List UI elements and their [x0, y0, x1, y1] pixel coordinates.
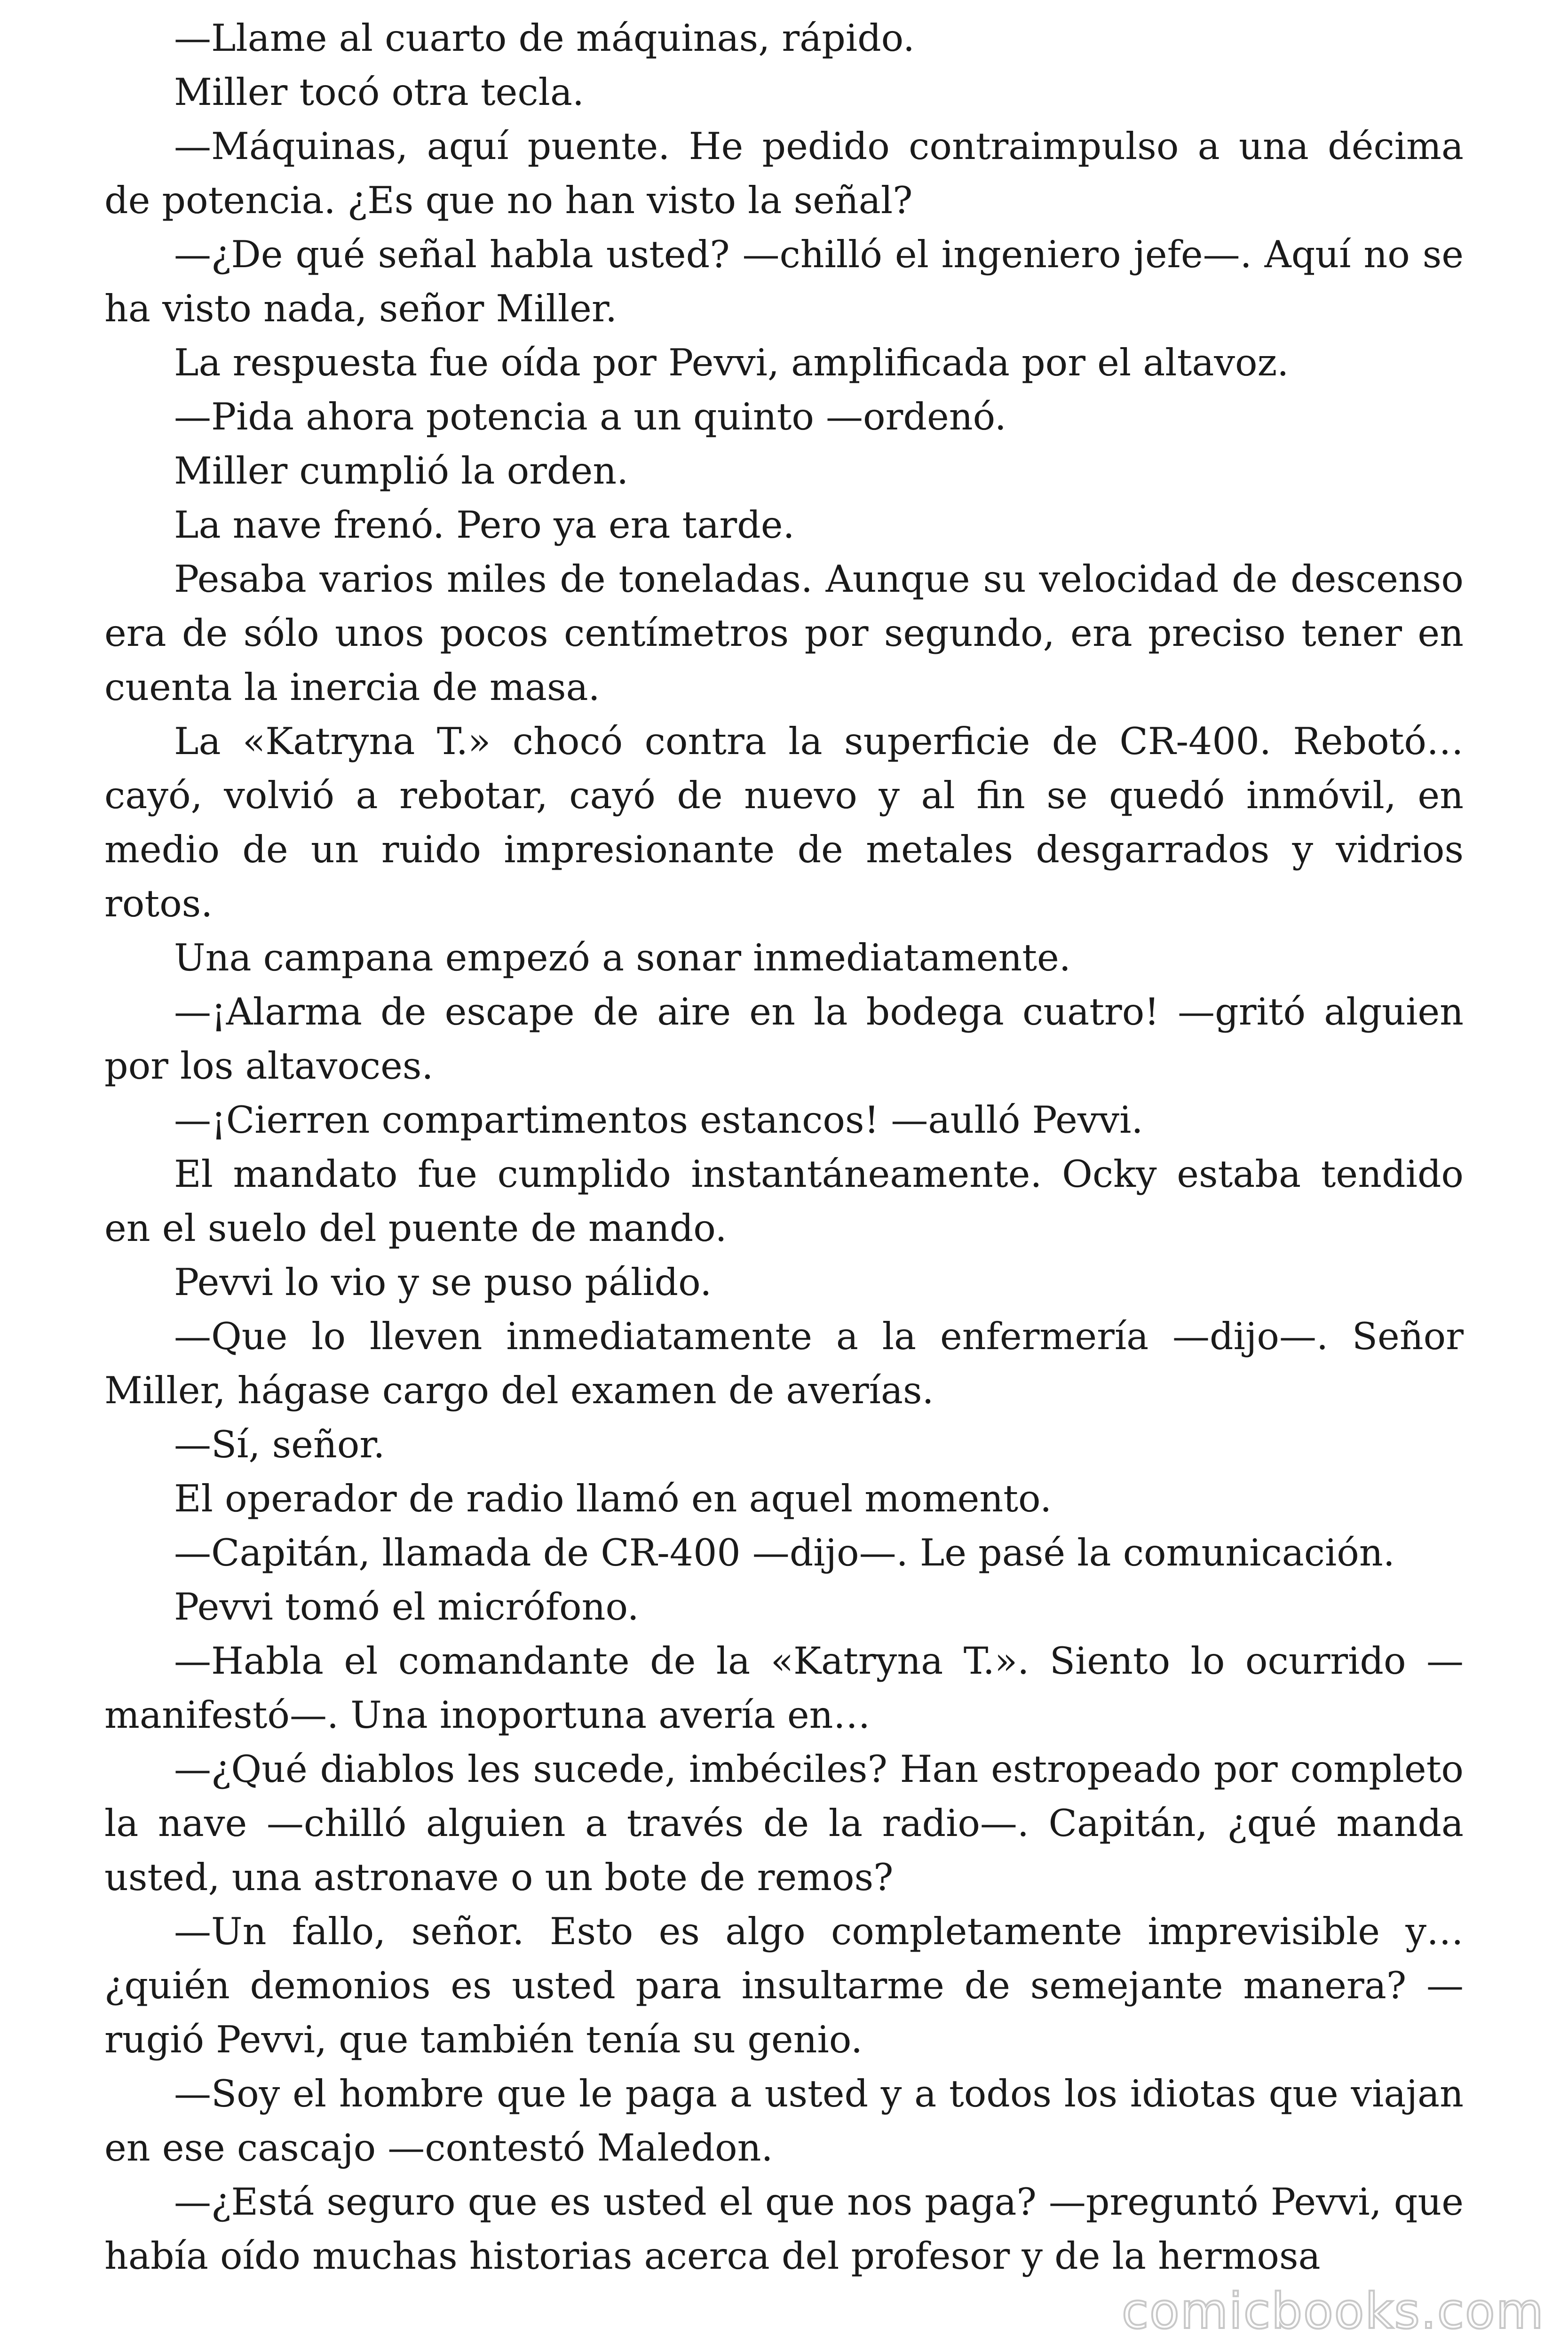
body-text [104, 11, 1464, 2283]
paragraph-7: Miller cumplió la orden. [174, 449, 629, 493]
paragraph-4: —¿De qué señal habla usted? —chilló el ingeniero jefe—. Aquí no se ha visto nada, señor Miller. [104, 233, 1464, 330]
paragraph-20: Pevvi tomó el micrófono. [174, 1585, 639, 1629]
paragraph-21: —Habla el comandante de la «Katryna T.». Siento lo ocurrido —manifestó—. Una inoportuna avería en… [104, 1639, 1464, 1737]
paragraph-22: —¿Qué diablos les sucede, imbéciles? Han estropeado por completo la nave —chilló alguien a través de la radio—. Capitán, ¿qué manda usted, una astronave o un bote de remos? [104, 1748, 1464, 1899]
paragraph-6: —Pida ahora potencia a un quinto —ordenó. [174, 395, 1006, 438]
paragraph-12: —¡Alarma de escape de aire en la bodega cuatro! —gritó alguien por los altavoces. [104, 990, 1464, 1088]
paragraph-16: —Que lo lleven inmediatamente a la enfermería —dijo—. Señor Miller, hágase cargo del examen de averías. [104, 1315, 1464, 1412]
paragraph-23: —Un fallo, señor. Esto es algo completamente imprevisible y… ¿quién demonios es usted para insultarme de semejante manera? —rugió Pevvi, que también tenía su genio. [104, 1910, 1464, 2061]
paragraph-2: Miller tocó otra tecla. [174, 71, 585, 114]
paragraph-8: La nave frenó. Pero ya era tarde. [174, 503, 795, 547]
paragraph-15: Pevvi lo vio y se puso pálido. [174, 1261, 712, 1304]
paragraph-11: Una campana empezó a sonar inmediatamente. [174, 936, 1071, 979]
paragraph-9: Pesaba varios miles de toneladas. Aunque su velocidad de descenso era de sólo unos pocos centímetros por segundo, era preciso tener en cuenta la inercia de masa. [104, 557, 1464, 709]
paragraph-14: El mandato fue cumplido instantáneamente. Ocky estaba tendido en el suelo del puente de mando. [104, 1152, 1464, 1250]
paragraph-13: —¡Cierren compartimentos estancos! —aulló Pevvi. [174, 1098, 1143, 1142]
paragraph-25: —¿Está seguro que es usted el que nos paga? —preguntó Pevvi, que había oído muchas historias acerca del profesor y de la hermosa [104, 2180, 1464, 2278]
paragraph-19: —Capitán, llamada de CR-400 —dijo—. Le pasé la comunicación. [174, 1531, 1395, 1574]
watermark-text: comicbooks.com [1121, 2282, 1544, 2340]
paragraph-17: —Sí, señor. [174, 1423, 385, 1466]
paragraph-24: —Soy el hombre que le paga a usted y a todos los idiotas que viajan en ese cascajo —contestó Maledon. [104, 2072, 1464, 2169]
paragraph-3: —Máquinas, aquí puente. He pedido contraimpulso a una décima de potencia. ¿Es que no han visto la señal? [104, 125, 1464, 222]
paragraph-10: La «Katryna T.» chocó contra la superficie de CR-400. Rebotó… cayó, volvió a rebotar, cayó de nuevo y al fin se quedó inmóvil, en medio de un ruido impresionante de metales desgarrados y vidrios rotos. [104, 720, 1464, 925]
paragraph-5: La respuesta fue oída por Pevvi, amplificada por el altavoz. [174, 341, 1289, 384]
paragraph-1: —Llame al cuarto de máquinas, rápido. [174, 16, 915, 60]
paragraph-18: El operador de radio llamó en aquel momento. [174, 1477, 1052, 1520]
